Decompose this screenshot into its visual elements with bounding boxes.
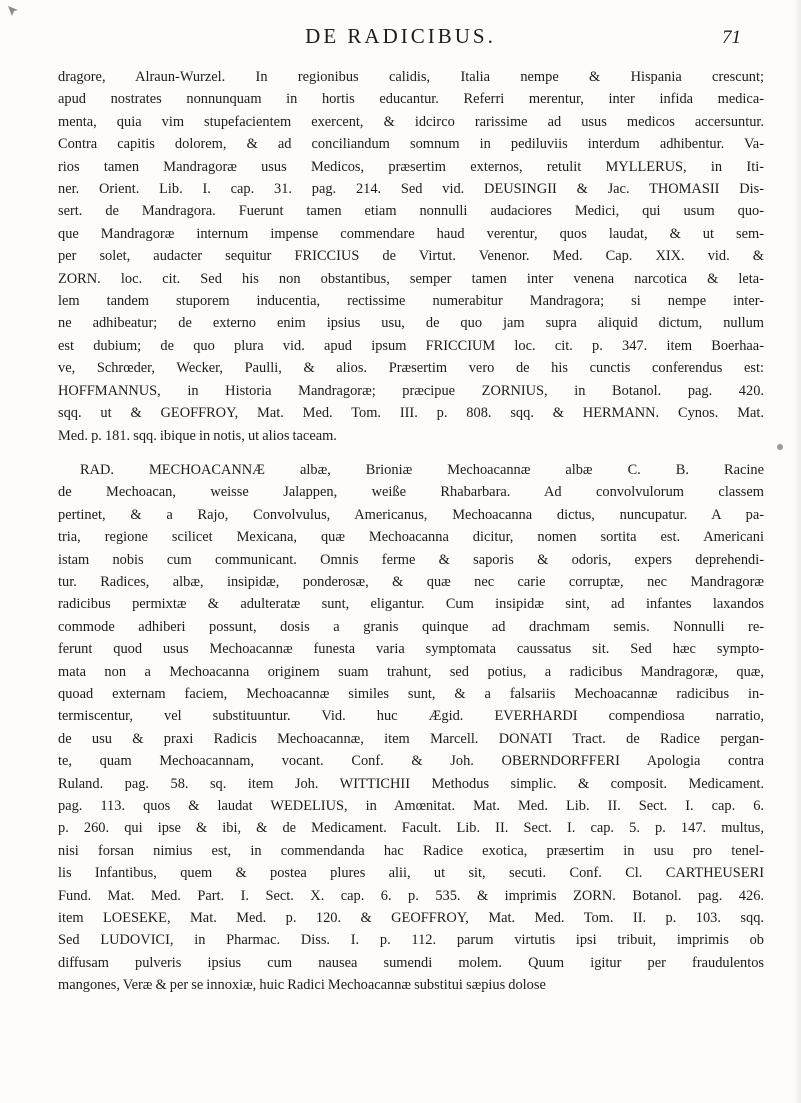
text-line: termiscentur, vel substituuntur. Vid. huc Ægid. EVERHARDI compendiosa narratio, — [58, 708, 764, 725]
text-line: lis Infantibus, quem & postea plures alii, ut sit, secuti. Conf. Cl. CARTHEUSERI — [58, 865, 764, 882]
text-line: Contra capitis dolorem, & ad conciliandum somnum in pediluviis interdum adhibentur. Va- — [58, 136, 764, 153]
text-line: RAD. MECHOACANNÆ albæ, Brioniæ Mechoacannæ albæ C. B. Racine — [80, 461, 764, 478]
text-line: nisi forsan nimius est, in commendanda hac Radice exotica, præsertim in usu pro tenel- — [58, 842, 764, 859]
text-line: p. 260. qui ipse & ibi, & de Medicament. Facult. Lib. II. Sect. I. cap. 5. p. 147. multus, — [58, 820, 764, 837]
text-line: istam nobis cum communicant. Omnis ferme & saporis & odoris, expers deprehendi- — [58, 551, 764, 568]
text-line: que Mandragoræ internum impense commendare haud verentur, quos laudat, & ut sem- — [58, 225, 764, 242]
text-line: pertinet, & a Rajo, Convolvulus, Americanus, Mechoacanna dictus, nuncupatur. A pa- — [58, 506, 764, 523]
running-head — [0, 18, 801, 54]
text-line: de Mechoacan, weisse Jalappen, weiße Rhabarbara. Ad convolvulorum classem — [58, 484, 764, 501]
text-line: Fund. Mat. Med. Part. I. Sect. X. cap. 6. p. 535. & imprimis ZORN. Botanol. pag. 426. — [58, 887, 764, 904]
text-line: ZORN. loc. cit. Sed his non obstantibus, semper tamen inter venena narcotica & leta- — [58, 270, 764, 287]
page-title: DE RADICIBUS. — [305, 24, 496, 48]
text-line: sert. de Mandragora. Fuerunt tamen etiam nonnulli audaciores Medici, qui usum quo- — [58, 203, 764, 220]
text-line: dragore, Alraun-Wurzel. In regionibus calidis, Italia nempe & Hispania crescunt; — [58, 69, 764, 85]
text-line: apud nostrates nonnunquam in hortis educantur. Referri merentur, inter infida medica- — [58, 91, 764, 108]
text-line: ve, Schrœder, Wecker, Paulli, & alios. Præsertim vero de his cunctis conferendus est: — [58, 360, 764, 377]
text-line: sqq. ut & GEOFFROY, Mat. Med. Tom. III. p. 808. sqq. & HERMANN. Cynos. Mat. — [58, 405, 764, 422]
text-line: est dubium; de quo plura vid. apud ipsum FRICCIUM loc. cit. p. 347. item Boerhaa- — [58, 337, 764, 354]
text-line: ner. Orient. Lib. I. cap. 31. pag. 214. Sed vid. DEUSINGII & Jac. THOMASII Dis- — [58, 181, 764, 198]
text-line: ferunt quod usus Mechoacannæ funesta varia symptomata caussatus sit. Sed hæc sympto- — [58, 641, 764, 658]
text-line: radicibus permixtæ & adulteratæ sunt, eligantur. Cum insipidæ sint, ad infantes laxandos — [58, 596, 764, 613]
text-line: quoad externam faciem, Mechoacannæ similes sunt, & a falsariis Mechoacannæ radicibus in- — [58, 685, 764, 702]
page-number: 71 — [722, 27, 741, 48]
text-line: mangones, Veræ & per se innoxiæ, huic Radici Mechoacannæ substitui sæpius dolose — [58, 977, 546, 994]
text-line: de usu & praxi Radicis Mechoacannæ, item Marcell. DONATI Tract. de Radice pergan- — [58, 730, 764, 747]
body-text — [58, 66, 764, 997]
paragraph-mechoacanna — [58, 459, 764, 997]
gutter-shadow — [793, 0, 801, 1103]
text-line: Ruland. pag. 58. sq. item Joh. WITTICHII Methodus simplic. & composit. Medicament. — [58, 775, 764, 792]
text-line: diffusam pulveris ipsius cum nausea sumendi molem. Quum igitur per fraudulentos — [58, 954, 764, 971]
text-line: ne adhibeatur; de externo enim ipsius usu, de quo jam supra aliquid dictum, nullum — [58, 315, 764, 332]
margin-spot — [777, 444, 783, 450]
text-line: te, quam Mechoacannam, vocant. Conf. & Joh. OBERNDORFFERI Apologia contra — [58, 753, 764, 770]
text-line: commode adhiberi possunt, dosis a granis quinque ad drachmam semis. Nonnulli re- — [58, 618, 764, 635]
text-line: tur. Radices, albæ, insipidæ, ponderosæ, & quæ nec carie corruptæ, nec Mandragoræ — [58, 573, 764, 590]
text-line: HOFFMANNUS, in Historia Mandragoræ; præcipue ZORNIUS, in Botanol. pag. 420. — [58, 382, 764, 399]
text-line: per solet, audacter sequitur FRICCIUS de Virtut. Venenor. Med. Cap. XIX. vid. & — [58, 248, 764, 265]
text-line: pag. 113. quos & laudat WEDELIUS, in Amœnitat. Mat. Med. Lib. II. Sect. I. cap. 6. — [58, 798, 764, 814]
text-line: lem tandem stuporem inducentia, rectissime numerabitur Mandragora; si nempe inter- — [58, 293, 764, 310]
text-line: mata non a Mechoacanna originem suam trahunt, sed potius, a radicibus Mandragoræ, quæ, — [58, 663, 764, 680]
text-line: Sed LUDOVICI, in Pharmac. Diss. I. p. 112. parum virtutis ipsi tribuit, imprimis ob — [58, 932, 764, 949]
text-line: menta, quia vim stupefacientem exercent, & idcirco rarissime ad usus medicos accersuntur. — [58, 113, 764, 130]
corner-mark-icon — [6, 4, 20, 18]
text-line: Med. p. 181. sqq. ibique in notis, ut alios taceam. — [58, 427, 337, 444]
paragraph-mandragora — [58, 66, 764, 447]
text-line: tria, regione scilicet Mexicana, quæ Mechoacanna dicitur, nomen sortita est. Americani — [58, 529, 764, 546]
text-line: item LOESEKE, Mat. Med. p. 120. & GEOFFROY, Mat. Med. Tom. II. p. 103. sqq. — [58, 910, 764, 927]
text-line: rios tamen Mandragoræ usus Medicos, præsertim externos, retulit MYLLERUS, in Iti- — [58, 158, 764, 175]
